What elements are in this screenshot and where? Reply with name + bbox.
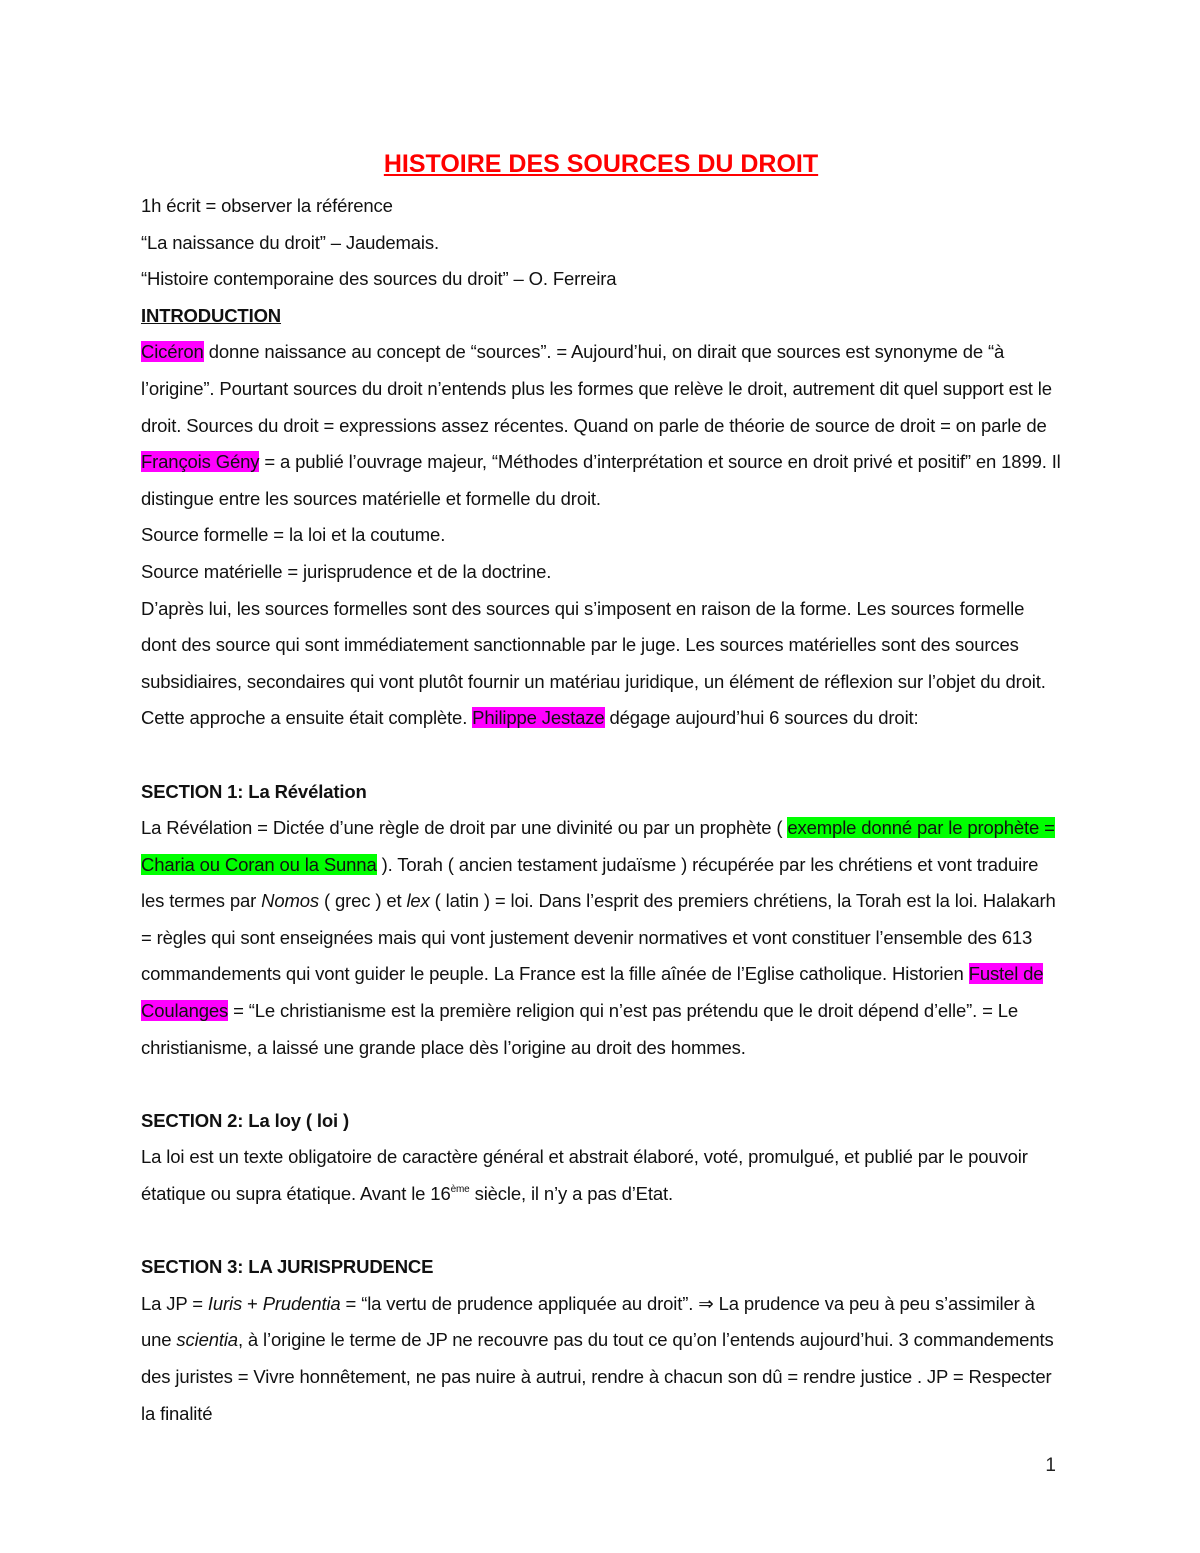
section-1-paragraph (141, 810, 1061, 1066)
s2-text-1: La loi est un texte obligatoire de caractère général et abstrait élaboré, voté, promulgué, et publié par le pouvoir étatique ou supra étatique. Avant le 16 (141, 1146, 1028, 1205)
source-formelle: Source formelle = la loi et la coutume. (141, 524, 446, 546)
s1-text-1: La Révélation = Dictée d’une règle de droit par une divinité ou par un prophète ( (141, 817, 788, 839)
document-body (141, 140, 1061, 1432)
highlight-philippe-jestaze: Philippe Jestaze (472, 707, 605, 729)
highlight-fustel-de-coulanges: Fustel de Coulanges (141, 963, 1044, 1022)
introduction-paragraph-1 (141, 334, 1061, 517)
s1-text-5: = “Le christianisme est la première religion qui n’est pas prétendu que le droit dépend d’elle”. = Le christianisme, a laissé une grande place dès l’origine au droit des hommes. (141, 1000, 1019, 1058)
document-title: HISTOIRE DES SOURCES DU DROIT (383, 150, 819, 178)
spacer (141, 737, 1061, 774)
s1-text-2: ). Torah ( ancien testament judaïsme ) récupérée par les chrétiens et vont traduire les termes par (141, 853, 1039, 912)
highlight-green-example: exemple donné par le prophète = Charia ou Coran ou la Sunna (141, 817, 1055, 875)
section-2-paragraph (141, 1139, 1061, 1212)
highlight-francois-geny: François Gény (141, 451, 260, 473)
iuris-term: Iuris (207, 1292, 243, 1314)
source-materielle: Source matérielle = jurisprudence et de la doctrine. (141, 560, 552, 582)
introduction-paragraph-2 (141, 591, 1061, 737)
intro-text-end: = a publié l’ouvrage majeur, “Méthodes d’interprétation et source en droit privé et positif” en 1899. Il distingue entre les sources matérielle et formelle du droit. (141, 451, 1061, 509)
s3-text-1: La JP = (141, 1292, 208, 1314)
s3-text-2: + (242, 1292, 263, 1314)
s2-text-2: siècle, il n’y a pas d’Etat. (469, 1183, 673, 1205)
section-1-heading: SECTION 1: La Révélation (141, 780, 367, 802)
intro-p2-end: dégage aujourd’hui 6 sources du droit: (604, 707, 919, 729)
highlight-ciceron: Cicéron (141, 341, 204, 363)
s1-text-3: ( grec ) et (318, 890, 407, 912)
s3-text-4: , à l’origine le terme de JP ne recouvre pas du tout ce qu’on l’entends aujourd’hui. 3 commandements des juristes = Vivre honnêtement, ne pas nuire à autrui, rendre à chacun son dû = rendre justice . JP = Respecter la finalité (141, 1329, 1054, 1424)
lex-term: lex (406, 890, 430, 912)
exam-note: 1h écrit = observer la référence (141, 195, 393, 216)
reference-book-2: “Histoire contemporaine des sources du droit” – O. Ferreira (141, 268, 617, 290)
section-2-heading: SECTION 2: La loy ( loi ) (141, 1109, 349, 1131)
section-3-paragraph (141, 1286, 1061, 1432)
s1-text-4: ( latin ) = loi. Dans l’esprit des premiers chrétiens, la Torah est la loi. Halakarh = règles qui sont enseignées mais qui vont justement devenir normatives et vont constituer l’ensemble des 613 commandements qui vont guider le peuple. La France est la fille aînée de l’Eglise catholique. Historien (141, 890, 1056, 985)
spacer (141, 1066, 1061, 1103)
prudentia-term: Prudentia (262, 1292, 341, 1314)
scientia-term: scientia (176, 1329, 238, 1351)
s3-text-3: = “la vertu de prudence appliquée au droit”. ⇒ La prudence va peu à peu s’assimiler à une (141, 1292, 1035, 1351)
intro-p2-text: D’après lui, les sources formelles sont des sources qui s’imposent en raison de la forme. Les sources formelle dont des source qui sont immédiatement sanctionnable par le juge. Les sources matérielles sont des sources subsidiaires, secondaires qui vont plutôt fournir un matériau juridique, un élément de réflexion sur l’objet du droit. Cette approche a ensuite était complète. (141, 597, 1046, 729)
introduction-heading: INTRODUCTION (141, 304, 282, 326)
section-3-heading: SECTION 3: LA JURISPRUDENCE (141, 1256, 434, 1278)
intro-text: donne naissance au concept de “sources”. = Aujourd’hui, on dirait que sources est synonyme de “à l’origine”. Pourtant sources du droit n’entends plus les formes que relève le droit, autrement dit quel support est le droit. Sources du droit = expressions assez récentes. Quand on parle de théorie de source de droit = on parle de (141, 341, 1052, 436)
spacer (141, 1213, 1061, 1250)
superscript-eme: ème (450, 1184, 470, 1196)
reference-book-1: “La naissance du droit” – Jaudemais. (141, 231, 439, 253)
nomos-term: Nomos (261, 890, 319, 912)
page-number: 1 (1045, 1455, 1056, 1476)
